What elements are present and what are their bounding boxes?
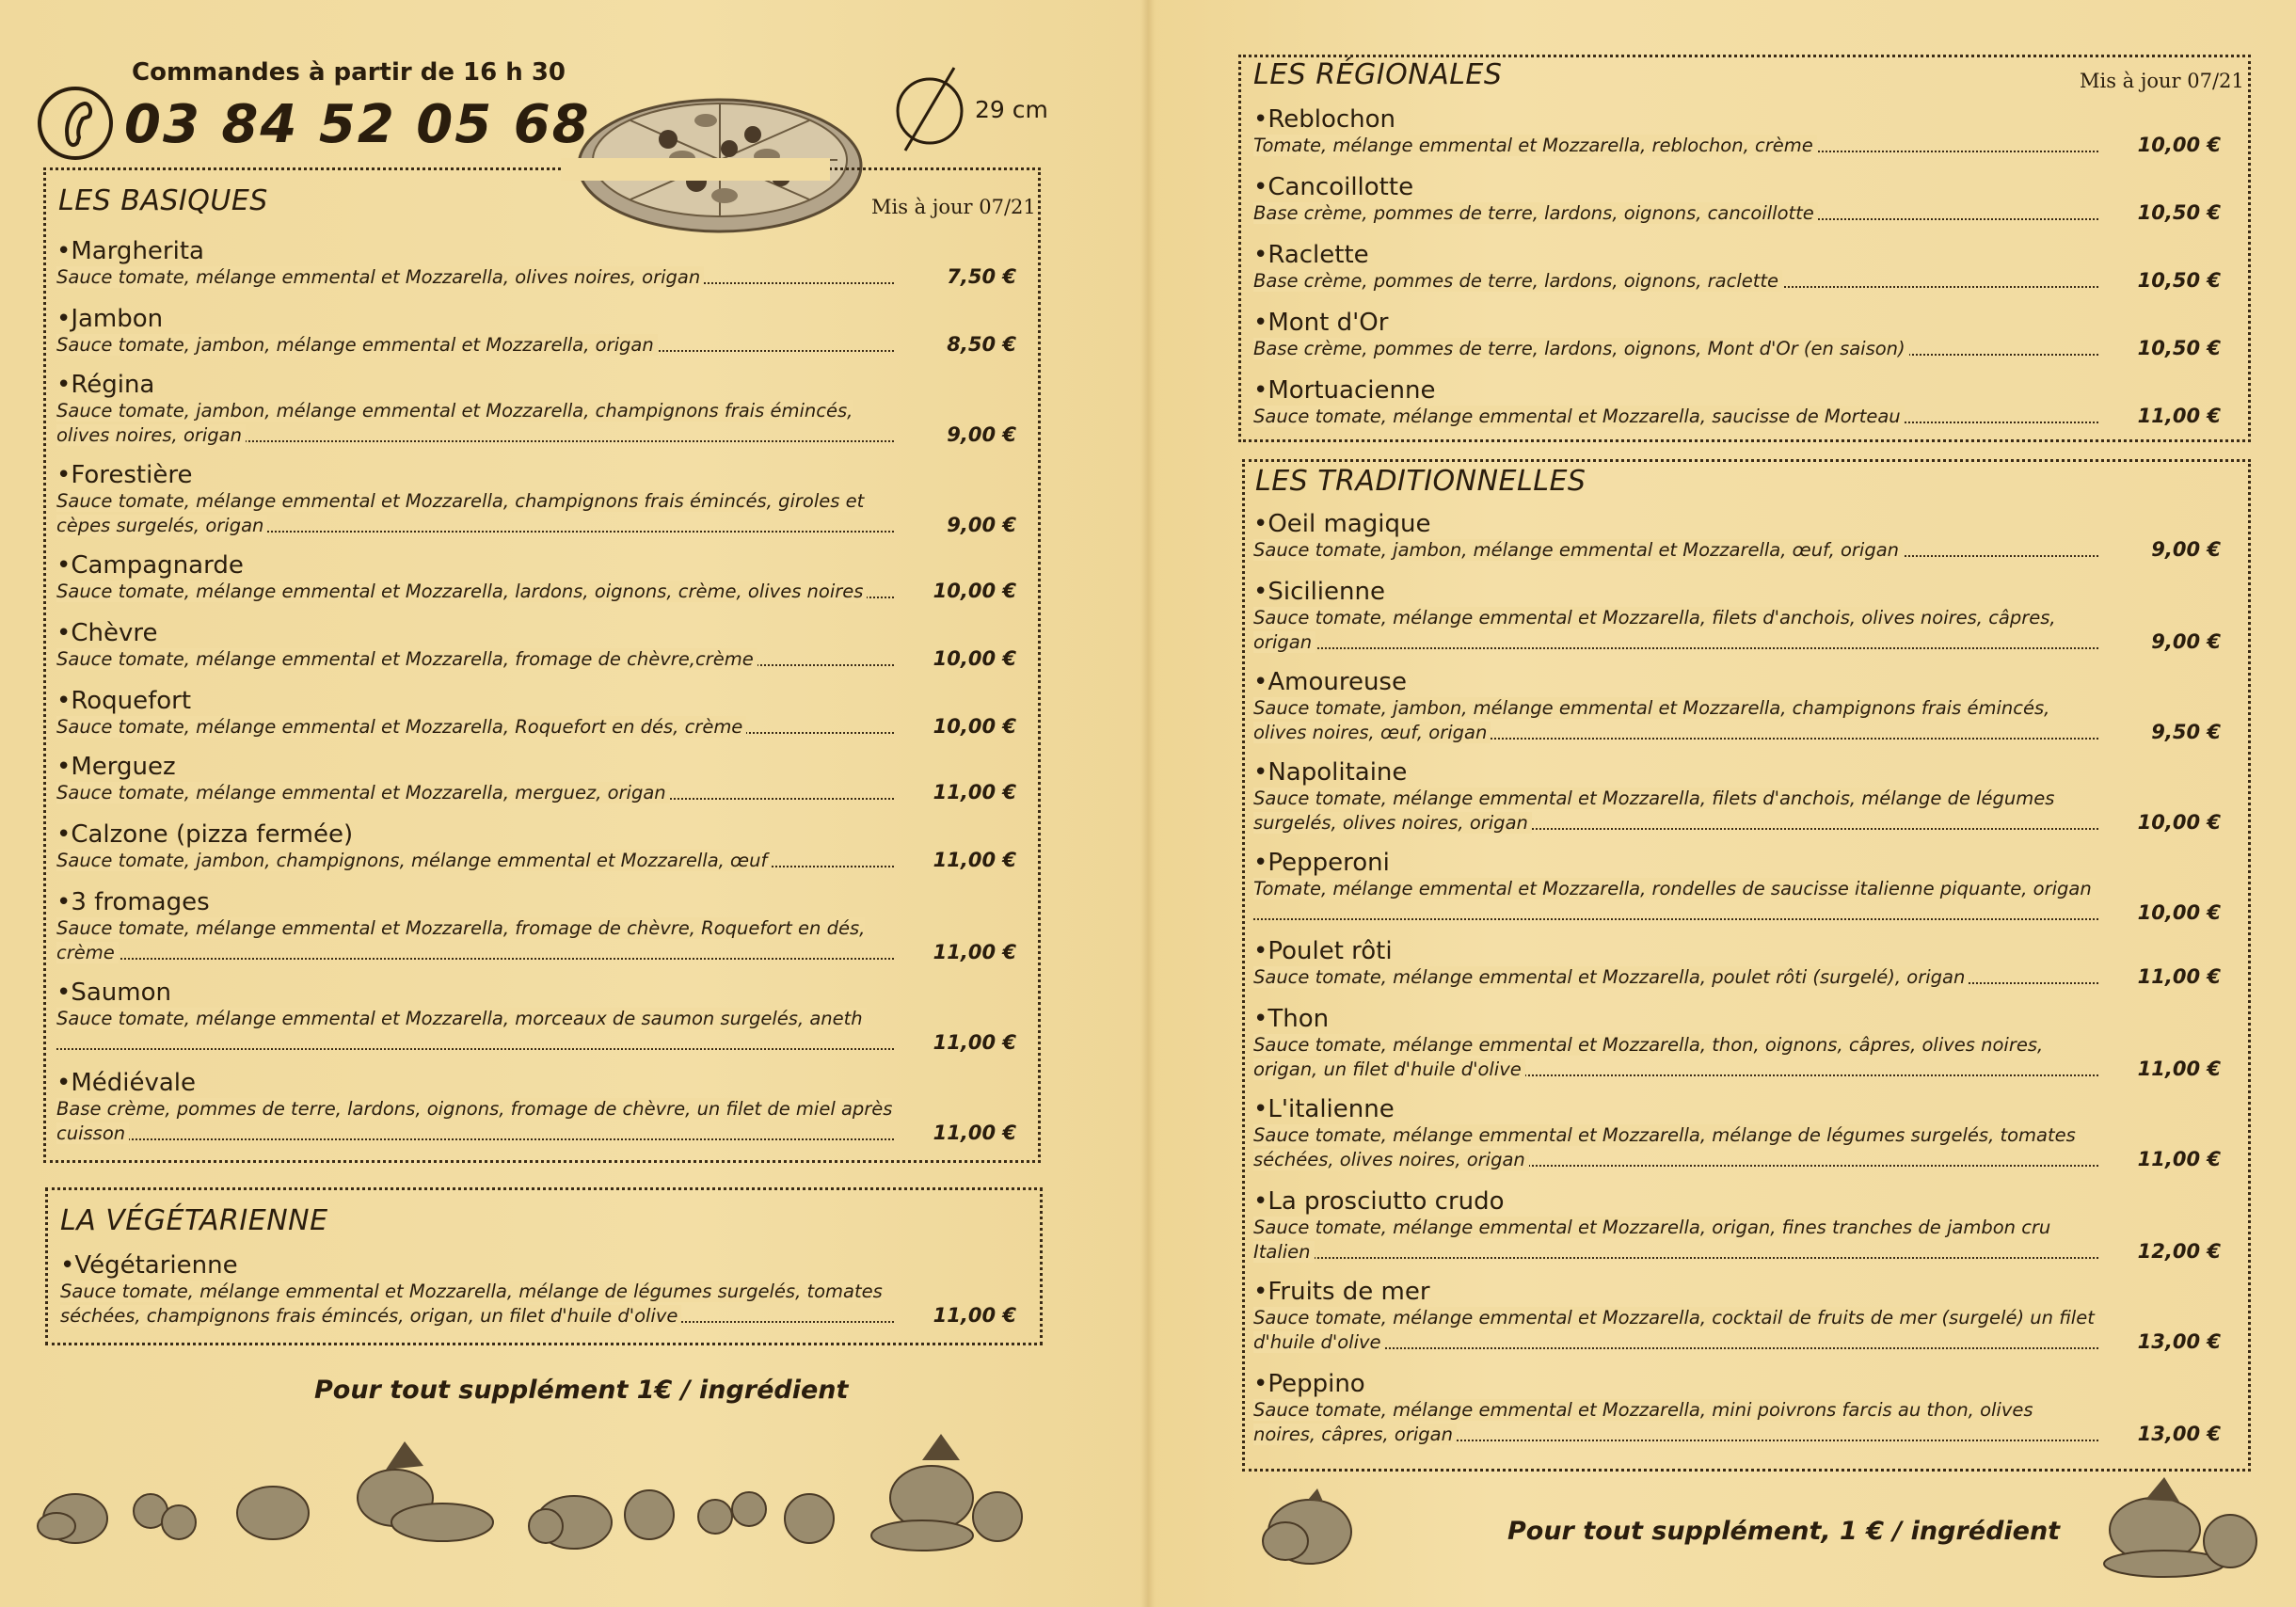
- menu-item-name: •3 fromages: [56, 888, 210, 916]
- menu-item: [1253, 937, 2221, 990]
- menu-item-price: 11,00 €: [2137, 1058, 2221, 1080]
- menu-item-name: •Médiévale: [56, 1069, 197, 1097]
- menu-item: [56, 820, 1016, 873]
- menu-item-price: 7,50 €: [947, 265, 1016, 288]
- menu-item: [56, 1069, 1016, 1146]
- menu-item-name: •Margherita: [56, 237, 204, 265]
- menu-item: [1253, 309, 2221, 361]
- menu-item-description: Sauce tomate, jambon, mélange emmental et Mozzarella, champignons frais émincés, olives noires, œuf, origan: [1253, 696, 2098, 745]
- menu-item-name: •Pepperoni: [1253, 849, 1390, 877]
- menu-item-price: 10,50 €: [2137, 201, 2221, 224]
- menu-item-price: 9,00 €: [2151, 630, 2221, 653]
- menu-item-description: Base crème, pommes de terre, lardons, oignons, cancoillotte: [1253, 201, 2098, 226]
- menu-item-description: Sauce tomate, mélange emmental et Mozzarella, filets d'anchois, olives noires, câpres, origan: [1253, 606, 2098, 655]
- menu-item-name: •L'italienne: [1253, 1095, 1395, 1123]
- menu-item-price: 11,00 €: [2137, 405, 2221, 427]
- vegetables-illustration: [19, 1432, 1044, 1554]
- menu-item-price: 10,00 €: [933, 647, 1016, 670]
- menu-item-name: •Chèvre: [56, 619, 158, 647]
- menu-item: [56, 461, 1016, 538]
- menu-item-price: 11,00 €: [933, 1122, 1016, 1144]
- menu-item-price: 11,00 €: [933, 781, 1016, 804]
- updated-date-left: Mis à jour 07/21: [871, 196, 1036, 218]
- supplement-note-right: Pour tout supplément, 1 € / ingrédient: [1507, 1517, 2061, 1546]
- menu-item-description: Sauce tomate, mélange emmental et Mozzarella, mélange de légumes surgelés, tomates séchées, olives noires, origan: [1253, 1123, 2098, 1172]
- orders-time-text: Commandes à partir de 16 h 30: [132, 58, 566, 87]
- menu-item-name: •Saumon: [56, 979, 171, 1007]
- menu-item: [56, 753, 1016, 805]
- menu-item-description: Base crème, pommes de terre, lardons, oignons, fromage de chèvre, un filet de miel après cuisson: [56, 1098, 893, 1144]
- menu-item-description: Sauce tomate, mélange emmental et Mozzarella, fromage de chèvre, Roquefort en dés, crème: [56, 916, 894, 965]
- menu-item: [1253, 1278, 2221, 1355]
- menu-item-name: •Oeil magique: [1253, 510, 1431, 538]
- menu-item: [56, 619, 1016, 672]
- menu-item-name: •Amoureuse: [1253, 668, 1407, 696]
- menu-item-price: 11,00 €: [2137, 965, 2221, 988]
- phone-icon: [36, 85, 115, 162]
- menu-item-description: Base crème, pommes de terre, lardons, oignons, Mont d'Or (en saison): [1253, 337, 2098, 361]
- menu-item-price: 12,00 €: [2137, 1240, 2221, 1263]
- menu-item-description: Sauce tomate, mélange emmental et Mozzarella, merguez, origan: [56, 781, 894, 805]
- menu-item-price: 11,00 €: [933, 1031, 1016, 1054]
- updated-date-right: Mis à jour 07/21: [2080, 70, 2244, 92]
- menu-item-name: •Cancoillotte: [1253, 173, 1414, 201]
- menu-item-price: 11,00 €: [933, 941, 1016, 963]
- section-title-basiques: LES BASIQUES: [58, 184, 268, 217]
- menu-item: [56, 888, 1016, 965]
- menu-item-description: Sauce tomate, mélange emmental et Mozzarella, lardons, oignons, crème, olives noires: [56, 580, 894, 604]
- menu-item: [56, 551, 1016, 604]
- menu-item-description: Sauce tomate, mélange emmental et Mozzarella, origan, fines tranches de jambon cru Italien: [1253, 1216, 2098, 1265]
- menu-item-name: •Jambon: [56, 305, 164, 333]
- menu-item-description: Sauce tomate, mélange emmental et Mozzarella, poulet rôti (surgelé), origan: [1253, 965, 2098, 990]
- menu-item-description: Sauce tomate, mélange emmental et Mozzarella, champignons frais émincés, giroles et cèpes surgelés, origan: [56, 489, 894, 538]
- menu-item-name: •Peppino: [1253, 1370, 1365, 1398]
- menu-item-price: 8,50 €: [947, 333, 1016, 356]
- menu-item-name: •Reblochon: [1253, 105, 1396, 134]
- menu-item: [56, 305, 1016, 358]
- section-title-vegetarienne: LA VÉGÉTARIENNE: [60, 1204, 328, 1237]
- menu-item-price: 10,50 €: [2137, 337, 2221, 359]
- menu-item-name: •Calzone (pizza fermée): [56, 820, 354, 849]
- menu-item: [56, 979, 1016, 1056]
- menu-item-description: Sauce tomate, mélange emmental et Mozzarella, olives noires, origan: [56, 265, 894, 290]
- menu-item-price: 10,00 €: [2137, 901, 2221, 924]
- menu-item-price: 13,00 €: [2137, 1423, 2221, 1445]
- menu-item-name: •Thon: [1253, 1005, 1330, 1033]
- menu-item-price: 10,00 €: [933, 715, 1016, 738]
- menu-item: [1253, 1005, 2221, 1082]
- menu-item: [1253, 578, 2221, 655]
- menu-item-description: Sauce tomate, mélange emmental et Mozzarella, saucisse de Morteau: [1253, 405, 2098, 429]
- menu-item-description: Tomate, mélange emmental et Mozzarella, rondelles de saucisse italienne piquante, origan: [1253, 877, 2098, 926]
- menu-item-name: •Végétarienne: [60, 1251, 238, 1280]
- menu-item-name: •Régina: [56, 371, 155, 399]
- menu-item-name: •Forestière: [56, 461, 193, 489]
- menu-item-price: 10,00 €: [2137, 811, 2221, 834]
- menu-item-price: 9,00 €: [2151, 538, 2221, 561]
- menu-item-price: 10,00 €: [2137, 134, 2221, 156]
- menu-item-name: •Raclette: [1253, 241, 1369, 269]
- menu-item-description: Sauce tomate, mélange emmental et Mozzarella, thon, oignons, câpres, olives noires, origan, un filet d'huile d'olive: [1253, 1033, 2098, 1082]
- menu-item-price: 11,00 €: [933, 1304, 1016, 1327]
- menu-item: [1253, 758, 2221, 835]
- menu-item: [1253, 1095, 2221, 1172]
- menu-item: [56, 687, 1016, 740]
- menu-item: [1253, 173, 2221, 226]
- menu-item: [1253, 376, 2221, 429]
- menu-item-description: Sauce tomate, mélange emmental et Mozzarella, Roquefort en dés, crème: [56, 715, 894, 740]
- pizza-size: 29 cm: [975, 96, 1048, 123]
- section-title-traditionnelles: LES TRADITIONNELLES: [1255, 465, 1586, 498]
- menu-item: [1253, 849, 2221, 926]
- tomato-icon: [1252, 1485, 1364, 1569]
- menu-item-name: •Napolitaine: [1253, 758, 1408, 787]
- menu-item-description: Sauce tomate, mélange emmental et Mozzarella, mélange de légumes surgelés, tomates séchées, champignons frais émincés, origan, un filet d'huile d'olive: [60, 1280, 894, 1329]
- box-gap: [561, 158, 830, 181]
- menu-item-price: 11,00 €: [933, 849, 1016, 871]
- menu-item-price: 9,00 €: [947, 423, 1016, 446]
- menu-item-price: 9,00 €: [947, 514, 1016, 536]
- menu-item: [56, 371, 1016, 448]
- menu-item-price: 13,00 €: [2137, 1330, 2221, 1353]
- menu-item-price: 9,50 €: [2151, 721, 2221, 743]
- menu-item-description: Base crème, pommes de terre, lardons, oignons, raclette: [1253, 269, 2098, 294]
- menu-item: [1253, 105, 2221, 158]
- menu-item-price: 10,50 €: [2137, 269, 2221, 292]
- menu-item-description: Sauce tomate, jambon, mélange emmental et Mozzarella, œuf, origan: [1253, 538, 2098, 563]
- menu-item-name: •Mont d'Or: [1253, 309, 1389, 337]
- section-title-regionales: LES RÉGIONALES: [1253, 58, 1503, 91]
- menu-item-description: Sauce tomate, jambon, champignons, mélange emmental et Mozzarella, œuf: [56, 849, 894, 873]
- menu-item-description: Sauce tomate, mélange emmental et Mozzarella, mini poivrons farcis au thon, olives noires, câpres, origan: [1253, 1398, 2098, 1447]
- menu-item: [1253, 668, 2221, 745]
- menu-item: [56, 237, 1016, 290]
- menu-item-description: Tomate, mélange emmental et Mozzarella, reblochon, crème: [1253, 134, 2098, 158]
- menu-item: [1253, 1370, 2221, 1447]
- menu-item: [1253, 1187, 2221, 1265]
- page-fold: [1140, 0, 1156, 1607]
- supplement-note-left: Pour tout supplément 1€ / ingrédient: [314, 1376, 849, 1405]
- menu-item-name: •Mortuacienne: [1253, 376, 1436, 405]
- phone-number[interactable]: 03 84 52 05 68: [124, 94, 591, 155]
- menu-item-description: Sauce tomate, mélange emmental et Mozzarella, morceaux de saumon surgelés, aneth: [56, 1007, 894, 1056]
- menu-item-name: •Merguez: [56, 753, 176, 781]
- menu-item-price: 10,00 €: [933, 580, 1016, 602]
- menu-item-description: Sauce tomate, mélange emmental et Mozzarella, cocktail de fruits de mer (surgelé) un filet d'huile d'olive: [1253, 1306, 2098, 1355]
- menu-item-name: •Poulet rôti: [1253, 937, 1393, 965]
- menu-item: [60, 1251, 1016, 1329]
- diameter-icon: [892, 64, 967, 154]
- menu-item-name: •Sicilienne: [1253, 578, 1385, 606]
- menu-item-name: •La prosciutto crudo: [1253, 1187, 1505, 1216]
- menu-item-description: Sauce tomate, jambon, mélange emmental et Mozzarella, origan: [56, 333, 894, 358]
- menu-item-description: Sauce tomate, mélange emmental et Mozzarella, filets d'anchois, mélange de légumes surgelés, olives noires, origan: [1253, 787, 2098, 835]
- menu-item-name: •Roquefort: [56, 687, 192, 715]
- menu-item-description: Sauce tomate, jambon, mélange emmental et Mozzarella, champignons frais émincés, olives noires, origan: [56, 399, 894, 448]
- vegetables-illustration-right: [2089, 1475, 2268, 1579]
- menu-item: [1253, 510, 2221, 563]
- menu-item-name: •Fruits de mer: [1253, 1278, 1430, 1306]
- menu-item: [1253, 241, 2221, 294]
- menu-item-price: 11,00 €: [2137, 1148, 2221, 1170]
- menu-item-name: •Campagnarde: [56, 551, 244, 580]
- menu-item-description: Sauce tomate, mélange emmental et Mozzarella, fromage de chèvre,crème: [56, 647, 894, 672]
